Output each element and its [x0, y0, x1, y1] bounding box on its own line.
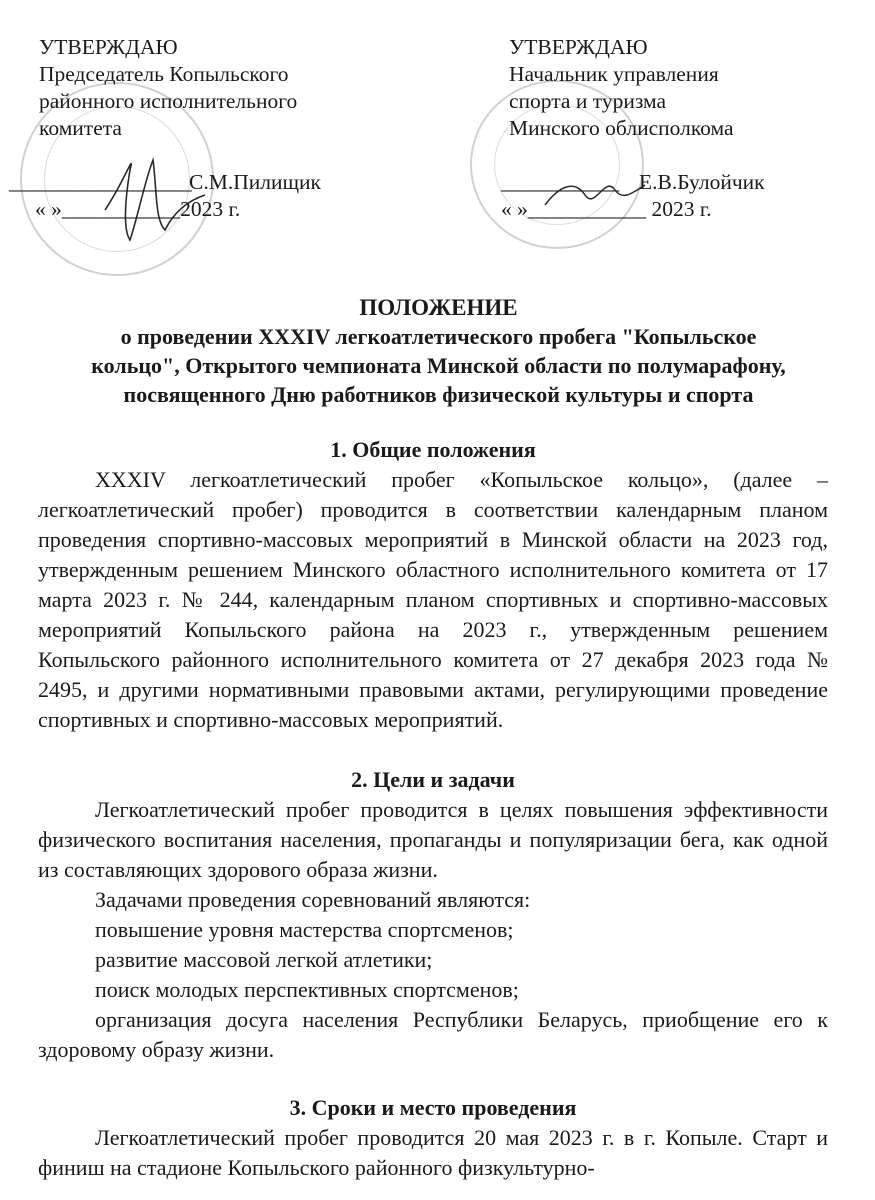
document-body [38, 435, 828, 1183]
task-item: поиск молодых перспективных спортсменов; [95, 977, 519, 1002]
signature-line-left: _________________ С.М.Пилищик [9, 170, 321, 194]
signature-line-right: ___________ Е.В.Булойчик [501, 170, 765, 194]
title-subline: о проведении XXXIV легкоатлетического пробега "Копыльское [120, 324, 757, 349]
position-line: Председатель Копыльского [39, 62, 289, 86]
document-title-block [36, 293, 841, 409]
section-1-paragraph: XXXIV легкоатлетический пробег «Копыльское кольцо», (далее – легкоатлетический пробег) проводится в соответствии календарным планом проведения спортивно-массовых мероприятий в Минской области на 2023 год, утвержденным решением Минского областного исполнительного комитета от 17 марта 2023 г. № 244, календарным планом спортивных и спортивно-массовых мероприятий Копыльского района на 2023 г., утвержденным решением Копыльского районного исполнительного комитета от 27 декабря 2023 года № 2495, и другими нормативными правовыми актами, регулирующими проведение спортивных и спортивно-массовых мероприятий. [38, 467, 828, 732]
position-line: районного исполнительного [39, 89, 298, 113]
position-line: спорта и туризма [509, 89, 667, 113]
approve-heading-left: УТВЕРЖДАЮ [39, 35, 178, 59]
document-title: ПОЛОЖЕНИЕ [359, 295, 518, 320]
date-line-right: « »___________ 2023 г. [501, 197, 712, 221]
date-line-left: « »___________2023 г. [35, 197, 241, 221]
signer-name-left: С.М.Пилищик [189, 170, 321, 194]
position-line: Минского облисполкома [509, 116, 734, 140]
section-heading-3: 3. Сроки и место проведения [289, 1095, 577, 1120]
title-subline: кольцо", Открытого чемпионата Минской области по полумарафону, [91, 353, 786, 378]
section-3-paragraph: Легкоатлетический пробег проводится 20 мая 2023 г. в г. Копыле. Старт и финиш на стадионе Копыльского районного физкультурно- [38, 1125, 828, 1180]
approval-block-right [501, 34, 829, 223]
section-heading-1: 1. Общие положения [330, 437, 536, 462]
task-item-last: организация досуга населения Республики Беларусь, приобщение его к здоровому образу жизни. [38, 1007, 828, 1062]
task-item: повышение уровня мастерства спортсменов; [95, 917, 514, 942]
position-line: Начальник управления [509, 62, 719, 86]
tasks-intro: Задачами проведения соревнований являются: [95, 887, 531, 912]
approval-block-left [9, 34, 369, 223]
signer-name-right: Е.В.Булойчик [639, 170, 765, 194]
title-subline: посвященного Дню работников физической культуры и спорта [123, 382, 754, 407]
section-2-paragraph: Легкоатлетический пробег проводится в целях повышения эффективности физического воспитания населения, пропаганды и популяризации бега, как одной из составляющих здорового образа жизни. [38, 797, 828, 882]
approve-heading-right: УТВЕРЖДАЮ [509, 35, 648, 59]
task-item: развитие массовой легкой атлетики; [95, 947, 433, 972]
position-line: комитета [39, 116, 122, 140]
section-heading-2: 2. Цели и задачи [351, 767, 515, 792]
